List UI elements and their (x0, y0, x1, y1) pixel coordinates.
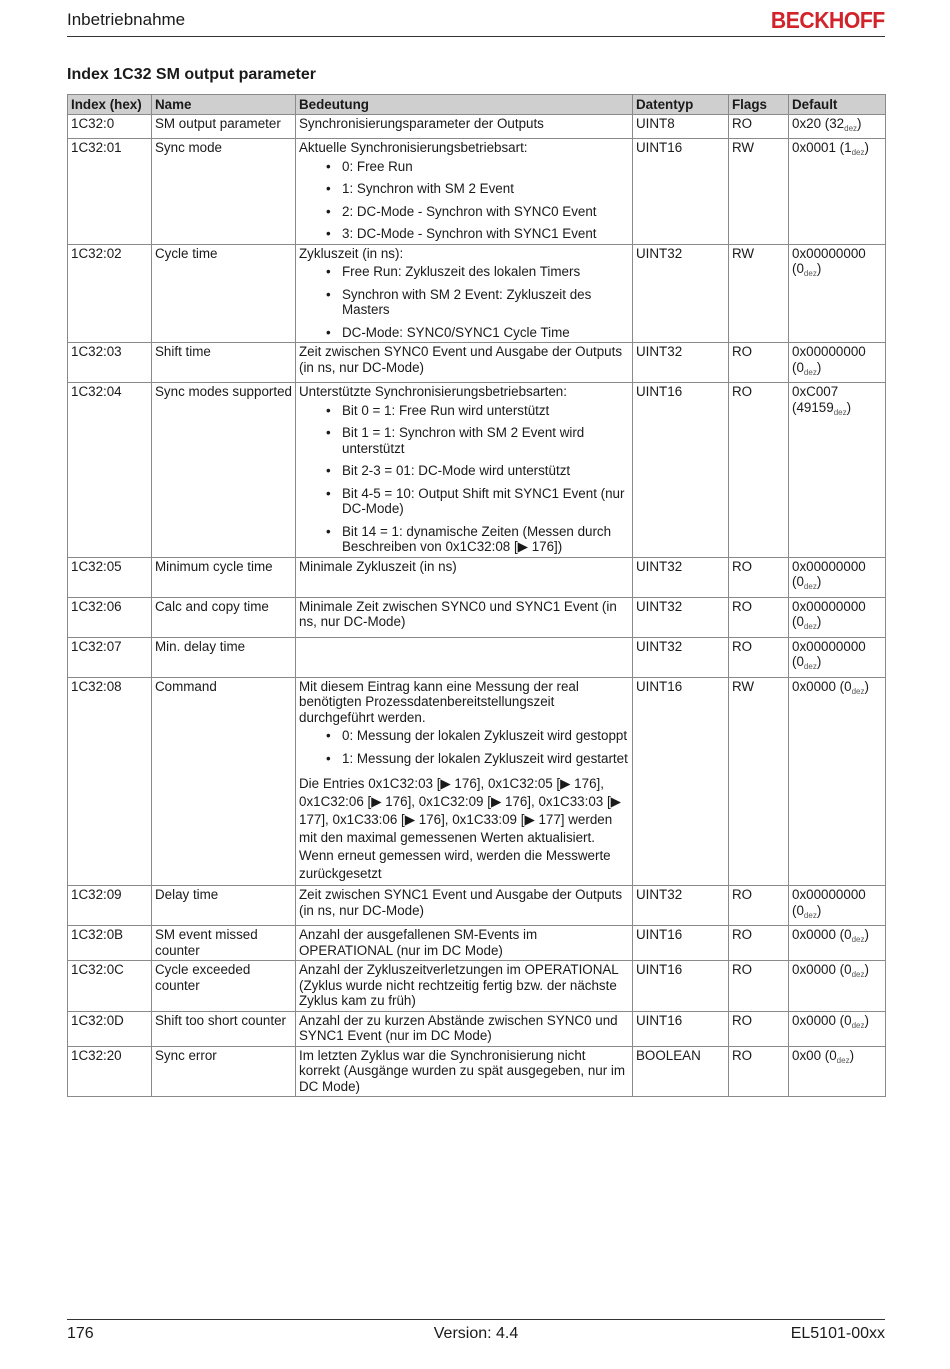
datatype-cell: UINT16 (633, 961, 729, 1012)
index-cell: 1C32:08 (68, 677, 152, 886)
version-label: Version: 4.4 (433, 1325, 519, 1342)
table-row (68, 926, 886, 961)
default-tail: ) (864, 1012, 869, 1028)
description-cell (296, 383, 633, 558)
bullet-item: • 0: Free Run (299, 159, 630, 175)
name-cell: SM output parameter (152, 114, 296, 139)
datatype-cell: UINT32 (633, 597, 729, 637)
default-cell (789, 139, 886, 245)
default-subscript: dez (803, 269, 817, 278)
description-cell (296, 597, 633, 637)
description-text: Zeit zwischen SYNC1 Event und Ausgabe der Outputs (in ns, nur DC-Mode) (299, 887, 623, 918)
table-row (68, 1046, 886, 1097)
default-value: 0x0000 (0 (792, 927, 852, 942)
datatype-cell: UINT8 (633, 114, 729, 139)
description-cell (296, 677, 633, 886)
description-text: Unterstützte Synchronisierungsbetriebsarten: (299, 384, 567, 399)
column-header: Index (hex) (68, 95, 152, 115)
name-cell: Cycle time (152, 244, 296, 343)
default-cell (789, 114, 886, 139)
table-row (68, 637, 886, 677)
column-header: Flags (729, 95, 789, 115)
description-text: Im letzten Zyklus war die Synchronisierung nicht korrekt (Ausgänge wurden zu spät ausgegeben, nur im DC Mode) (299, 1047, 626, 1094)
datatype-cell: UINT32 (633, 343, 729, 383)
default-subscript: dez (803, 582, 817, 591)
name-cell: SM event missed counter (152, 926, 296, 961)
index-cell: 1C32:02 (68, 244, 152, 343)
description-text: Zeit zwischen SYNC0 Event und Ausgabe der Outputs (in ns, nur DC-Mode) (299, 344, 623, 375)
name-cell: Shift time (152, 343, 296, 383)
page-number: 176 (67, 1325, 94, 1342)
bullet-list (299, 403, 630, 555)
datatype-cell: UINT16 (633, 383, 729, 558)
table-body (68, 114, 886, 1097)
default-value: 0x0000 (0 (792, 962, 852, 977)
description-cell (296, 886, 633, 926)
description-cell (296, 926, 633, 961)
section-title: Index 1C32 SM output parameter (67, 66, 316, 83)
table-row (68, 557, 886, 597)
default-value: 0x0000 (0 (792, 1012, 852, 1028)
table-row (68, 139, 886, 245)
table-row (68, 383, 886, 558)
description-cell (296, 637, 633, 677)
product-name: EL5101-00xx (790, 1325, 885, 1342)
default-tail: ) (864, 927, 869, 942)
default-value: 0x00 (0 (792, 1047, 837, 1063)
description-text: Anzahl der Zykluszeitverletzungen im OPERATIONAL (Zyklus wurde nicht rechtzeitig fertig bzw. der nächste Zyklus kam zu früh) (299, 962, 619, 1008)
default-subscript: dez (851, 1020, 865, 1030)
bullet-item: • Free Run: Zykluszeit des lokalen Timers (299, 264, 630, 280)
bullet-item: • Bit 2-3 = 01: DC-Mode wird unterstützt (299, 463, 630, 479)
default-tail: ) (846, 399, 852, 415)
name-cell: Min. delay time (152, 637, 296, 677)
table-header-row (68, 95, 886, 115)
default-tail: ) (816, 902, 822, 918)
table-row (68, 961, 886, 1012)
description-text: Zykluszeit (in ns): (299, 245, 404, 261)
description-text: Mit diesem Eintrag kann eine Messung der real benötigten Prozessdatenbereitstellungszeit durchgeführt werden. (299, 678, 579, 725)
description-note: Die Entries 0x1C32:03 [▶ 176], 0x1C32:05 [▶ 176], 0x1C32:06 [▶ 176], 0x1C32:09 [▶ 176], 0x1C33:03 [▶ 177], 0x1C33:06 [▶ 176], 0x1C33:09 [▶ 177] werden mit den maximal gemessenen Werten aktualisiert. Wenn erneut gemessen wird, werden die Messwerte zurückgesetzt (299, 776, 621, 881)
default-tail: ) (816, 574, 822, 589)
description-cell (296, 1046, 633, 1097)
default-cell (789, 244, 886, 343)
bullet-item: • Bit 0 = 1: Free Run wird unterstützt (299, 403, 630, 419)
name-cell: Cycle exceeded counter (152, 961, 296, 1012)
flags-cell: RO (729, 114, 789, 139)
default-value: 0x00000000 (0 (792, 558, 866, 589)
flags-cell: RW (729, 244, 789, 343)
index-cell: 1C32:04 (68, 383, 152, 558)
default-subscript: dez (844, 123, 858, 133)
flags-cell: RO (729, 597, 789, 637)
description-text: Aktuelle Synchronisierungsbetriebsart: (299, 140, 528, 155)
index-cell: 1C32:0D (68, 1011, 152, 1046)
datatype-cell: UINT16 (633, 677, 729, 886)
bullet-list (299, 264, 630, 340)
default-cell (789, 383, 886, 558)
name-cell: Minimum cycle time (152, 557, 296, 597)
bullet-item: • Bit 14 = 1: dynamische Zeiten (Messen durch Beschreiben von 0x1C32:08 [▶ 176]) (299, 524, 630, 555)
description-text: Minimale Zykluszeit (in ns) (299, 558, 457, 574)
flags-cell: RO (729, 343, 789, 383)
default-tail: ) (857, 115, 862, 131)
default-subscript: dez (851, 935, 865, 944)
column-header: Default (789, 95, 886, 115)
table-row (68, 343, 886, 383)
index-cell: 1C32:0 (68, 114, 152, 139)
default-tail: ) (849, 1047, 855, 1063)
default-cell (789, 597, 886, 637)
default-subscript: dez (851, 686, 865, 696)
index-cell: 1C32:06 (68, 597, 152, 637)
name-cell: Shift too short counter (152, 1011, 296, 1046)
default-value: 0x00000000 (0 (792, 245, 866, 276)
page-footer (67, 1319, 885, 1342)
default-subscript: dez (833, 407, 847, 417)
default-subscript: dez (851, 970, 865, 979)
default-tail: ) (816, 654, 822, 669)
datatype-cell: UINT32 (633, 557, 729, 597)
bullet-list (299, 159, 630, 242)
beckhoff-logo: BECKHOFF (771, 7, 885, 33)
default-subscript: dez (803, 662, 817, 671)
description-cell (296, 244, 633, 343)
default-value: 0x00000000 (0 (792, 344, 866, 375)
table-row (68, 597, 886, 637)
default-value: 0x20 (32 (792, 115, 845, 131)
bullet-item: • 0: Messung der lokalen Zykluszeit wird gestoppt (299, 728, 630, 744)
index-cell: 1C32:0C (68, 961, 152, 1012)
default-tail: ) (816, 614, 822, 629)
flags-cell: RO (729, 557, 789, 597)
datatype-cell: UINT32 (633, 886, 729, 926)
datatype-cell: UINT16 (633, 926, 729, 961)
description-cell (296, 557, 633, 597)
default-cell (789, 1011, 886, 1046)
bullet-item: • Bit 1 = 1: Synchron with SM 2 Event wird unterstützt (299, 425, 630, 456)
default-tail: ) (864, 678, 869, 694)
default-value: 0x00000000 (0 (792, 638, 866, 669)
page-header (67, 7, 885, 37)
datatype-cell: UINT32 (633, 244, 729, 343)
bullet-item: • 2: DC-Mode - Synchron with SYNC0 Event (299, 204, 630, 220)
index-cell: 1C32:20 (68, 1046, 152, 1097)
flags-cell: RO (729, 926, 789, 961)
default-value: 0xC007 (49159 (792, 384, 839, 415)
flags-cell: RO (729, 383, 789, 558)
name-cell: Delay time (152, 886, 296, 926)
index-cell: 1C32:03 (68, 343, 152, 383)
description-text: Anzahl der zu kurzen Abstände zwischen SYNC0 und SYNC1 Event (nur im DC Mode) (299, 1012, 618, 1043)
table-row (68, 886, 886, 926)
table-row (68, 1011, 886, 1046)
bullet-item: • Bit 4-5 = 10: Output Shift mit SYNC1 Event (nur DC-Mode) (299, 486, 630, 517)
default-subscript: dez (803, 622, 817, 631)
name-cell: Sync modes supported (152, 383, 296, 558)
flags-cell: RO (729, 637, 789, 677)
description-cell (296, 1011, 633, 1046)
default-tail: ) (816, 359, 822, 375)
default-cell (789, 343, 886, 383)
default-tail: ) (816, 261, 822, 276)
datatype-cell: BOOLEAN (633, 1046, 729, 1097)
default-subscript: dez (836, 1055, 850, 1065)
default-cell (789, 926, 886, 961)
table-row (68, 114, 886, 139)
default-value: 0x00000000 (0 (792, 598, 866, 629)
index-cell: 1C32:07 (68, 637, 152, 677)
flags-cell: RO (729, 1011, 789, 1046)
column-header: Name (152, 95, 296, 115)
column-header: Bedeutung (296, 95, 633, 115)
index-cell: 1C32:09 (68, 886, 152, 926)
bullet-list (299, 728, 630, 766)
default-tail: ) (864, 962, 869, 977)
name-cell: Sync error (152, 1046, 296, 1097)
default-cell (789, 637, 886, 677)
description-text: Synchronisierungsparameter der Outputs (299, 115, 544, 131)
default-subscript: dez (851, 148, 865, 157)
default-value: 0x00000000 (0 (792, 887, 866, 918)
name-cell: Command (152, 677, 296, 886)
default-cell (789, 1046, 886, 1097)
table-row (68, 244, 886, 343)
default-cell (789, 886, 886, 926)
default-value: 0x0000 (0 (792, 678, 852, 694)
default-subscript: dez (803, 367, 817, 377)
index-cell: 1C32:01 (68, 139, 152, 245)
datatype-cell: UINT16 (633, 139, 729, 245)
description-cell (296, 139, 633, 245)
bullet-item: • DC-Mode: SYNC0/SYNC1 Cycle Time (299, 325, 630, 341)
index-cell: 1C32:0B (68, 926, 152, 961)
flags-cell: RO (729, 1046, 789, 1097)
bullet-item: • 3: DC-Mode - Synchron with SYNC1 Event (299, 226, 630, 242)
datatype-cell: UINT32 (633, 637, 729, 677)
bullet-item: • 1: Messung der lokalen Zykluszeit wird gestartet (299, 751, 630, 767)
column-header: Datentyp (633, 95, 729, 115)
datatype-cell: UINT16 (633, 1011, 729, 1046)
bullet-item: • Synchron with SM 2 Event: Zykluszeit des Masters (299, 287, 630, 318)
description-text: Anzahl der ausgefallenen SM-Events im OPERATIONAL (nur im DC Mode) (299, 927, 538, 958)
default-value: 0x0001 (1 (792, 140, 852, 155)
default-subscript: dez (803, 910, 817, 920)
name-cell: Sync mode (152, 139, 296, 245)
parameter-table (67, 94, 886, 1097)
index-cell: 1C32:05 (68, 557, 152, 597)
default-cell (789, 557, 886, 597)
default-cell (789, 677, 886, 886)
flags-cell: RO (729, 961, 789, 1012)
description-text: Minimale Zeit zwischen SYNC0 und SYNC1 Event (in ns, nur DC-Mode) (299, 598, 617, 629)
description-cell (296, 114, 633, 139)
flags-cell: RO (729, 886, 789, 926)
default-tail: ) (864, 140, 869, 155)
flags-cell: RW (729, 677, 789, 886)
flags-cell: RW (729, 139, 789, 245)
description-cell (296, 961, 633, 1012)
description-cell (296, 343, 633, 383)
default-cell (789, 961, 886, 1012)
table-row (68, 677, 886, 886)
bullet-item: • 1: Synchron with SM 2 Event (299, 181, 630, 197)
header-title: Inbetriebnahme (67, 10, 186, 29)
name-cell: Calc and copy time (152, 597, 296, 637)
